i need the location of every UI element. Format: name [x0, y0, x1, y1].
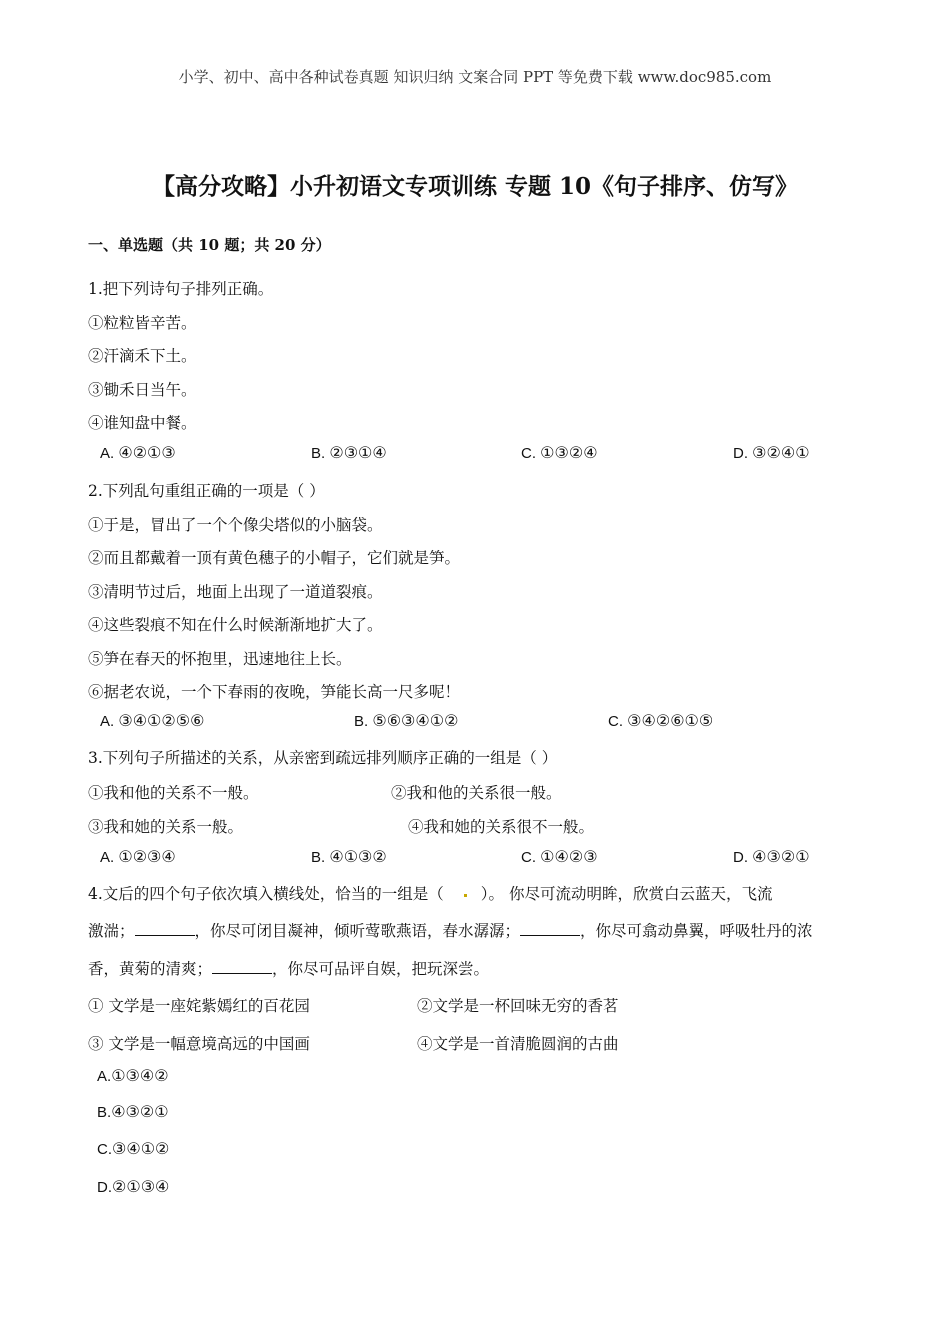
- q2-line-1: ①于是，冒出了一个个像尖塔似的小脑袋。: [88, 516, 383, 534]
- q4-line-3: 香，黄菊的清爽； ，你尽可品评自娱，把玩深尝。: [88, 960, 490, 978]
- q4-option-a[interactable]: A.①③④②: [97, 1066, 169, 1085]
- q1-option-b[interactable]: B. ②③①④: [311, 443, 387, 462]
- q1-option-c[interactable]: C. ①③②④: [521, 443, 598, 462]
- q1-line-4: ④谁知盘中餐。: [88, 414, 197, 432]
- document-title: 【高分攻略】小升初语文专项训练 专题 10《句子排序、仿写》: [151, 173, 799, 200]
- blank-2: [520, 921, 580, 936]
- q2-line-6: ⑥据老农说，一个下春雨的夜晚，笋能长高一尺多呢！: [88, 683, 461, 701]
- q1-option-a[interactable]: A. ④②①③: [100, 443, 176, 462]
- q4-option-b[interactable]: B.④③②①: [97, 1102, 169, 1121]
- q3-option-c[interactable]: C. ①④②③: [521, 847, 598, 866]
- q1-line-2: ②汗滴禾下土。: [88, 347, 197, 365]
- q2-line-3: ③清明节过后，地面上出现了一道道裂痕。: [88, 583, 383, 601]
- blank-1: [135, 921, 195, 936]
- q2-option-c[interactable]: C. ③④②⑥①⑤: [608, 711, 714, 730]
- q4-line-2: 激湍； ，你尽可闭目凝神，倾听莺歌燕语，春水潺潺； ，你尽可翕动鼻翼，呼吸牡丹的浓: [88, 922, 813, 940]
- q2-option-b[interactable]: B. ⑤⑥③④①②: [354, 711, 459, 730]
- q4-option-c[interactable]: C.③④①②: [97, 1139, 170, 1158]
- q1-stem: 1.把下列诗句子排列正确。: [88, 280, 274, 298]
- q2-line-4: ④这些裂痕不知在什么时候渐渐地扩大了。: [88, 616, 383, 634]
- q2-stem: 2.下列乱句重组正确的一项是（ ）: [88, 482, 325, 500]
- q4-choice-3: ③ 文学是一幅意境高远的中国画: [88, 1035, 310, 1053]
- q1-line-1: ①粒粒皆辛苦。: [88, 314, 197, 332]
- q4-option-d[interactable]: D.②①③④: [97, 1177, 170, 1196]
- section-heading: 一、单选题（共 10 题；共 20 分）: [88, 236, 331, 254]
- q3-line-4: ④我和她的关系很不一般。: [408, 818, 595, 836]
- q3-line-2: ②我和他的关系很一般。: [391, 784, 562, 802]
- q2-line-5: ⑤笋在春天的怀抱里，迅速地往上长。: [88, 650, 352, 668]
- q3-option-b[interactable]: B. ④①③②: [311, 847, 387, 866]
- blank-3: [212, 959, 272, 974]
- q4-choice-1: ① 文学是一座姹紫嫣红的百花园: [88, 997, 310, 1015]
- page-header: 小学、初中、高中各种试卷真题 知识归纳 文案合同 PPT 等免费下载 www.doc985.com: [178, 68, 772, 86]
- q4-choice-4: ④文学是一首清脆圆润的古曲: [417, 1035, 619, 1053]
- q1-option-d[interactable]: D. ③②④①: [733, 443, 810, 462]
- q2-option-a[interactable]: A. ③④①②⑤⑥: [100, 711, 205, 730]
- q3-line-1: ①我和他的关系不一般。: [88, 784, 259, 802]
- mark-dot: [464, 894, 467, 897]
- q3-stem: 3.下列句子所描述的关系，从亲密到疏远排列顺序正确的一组是（ ）: [88, 749, 558, 767]
- q4-stem: 4.文后的四个句子依次填入横线处，恰当的一组是（ ）。 你尽可流动明眸，欣赏白云蓝天，飞流: [88, 885, 773, 903]
- q1-line-3: ③锄禾日当午。: [88, 381, 197, 399]
- q3-line-3: ③我和她的关系一般。: [88, 818, 244, 836]
- q4-choice-2: ②文学是一杯回味无穷的香茗: [417, 997, 619, 1015]
- q2-line-2: ②而且都戴着一顶有黄色穗子的小帽子，它们就是笋。: [88, 549, 461, 567]
- q3-option-a[interactable]: A. ①②③④: [100, 847, 176, 866]
- q3-option-d[interactable]: D. ④③②①: [733, 847, 810, 866]
